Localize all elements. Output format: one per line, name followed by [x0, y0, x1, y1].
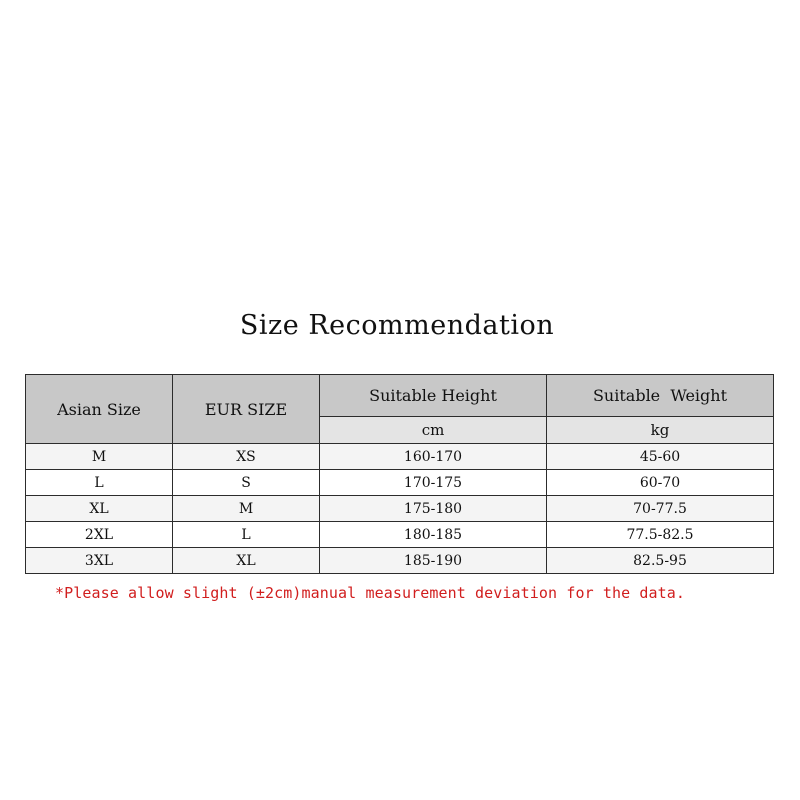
- cell-height: 170-175: [320, 470, 547, 496]
- cell-weight: 70-77.5: [547, 496, 774, 522]
- cell-eur-size: S: [173, 470, 320, 496]
- table-row: [26, 496, 774, 522]
- header-weight-unit: kg: [547, 417, 774, 444]
- cell-asian-size: L: [26, 470, 173, 496]
- cell-eur-size: XS: [173, 444, 320, 470]
- cell-asian-size: M: [26, 444, 173, 470]
- header-suitable-height: Suitable Height: [320, 375, 547, 417]
- header-suitable-weight: Suitable Weight: [547, 375, 774, 417]
- size-table: [25, 374, 774, 574]
- table-header-row: [26, 375, 774, 417]
- cell-height: 175-180: [320, 496, 547, 522]
- cell-weight: 60-70: [547, 470, 774, 496]
- cell-asian-size: 3XL: [26, 548, 173, 574]
- table-row: [26, 470, 774, 496]
- cell-asian-size: XL: [26, 496, 173, 522]
- cell-height: 185-190: [320, 548, 547, 574]
- cell-asian-size: 2XL: [26, 522, 173, 548]
- cell-height: 160-170: [320, 444, 547, 470]
- cell-eur-size: M: [173, 496, 320, 522]
- table-row: [26, 444, 774, 470]
- header-eur-size: EUR SIZE: [173, 375, 320, 444]
- table-row: [26, 522, 774, 548]
- cell-eur-size: XL: [173, 548, 320, 574]
- page-title: Size Recommendation: [239, 310, 555, 341]
- header-height-unit: cm: [320, 417, 547, 444]
- cell-weight: 45-60: [547, 444, 774, 470]
- header-asian-size: Asian Size: [26, 375, 173, 444]
- cell-weight: 82.5-95: [547, 548, 774, 574]
- table-row: [26, 548, 774, 574]
- measurement-note: *Please allow slight (±2cm)manual measurement deviation for the data.: [55, 584, 686, 602]
- cell-weight: 77.5-82.5: [547, 522, 774, 548]
- cell-eur-size: L: [173, 522, 320, 548]
- cell-height: 180-185: [320, 522, 547, 548]
